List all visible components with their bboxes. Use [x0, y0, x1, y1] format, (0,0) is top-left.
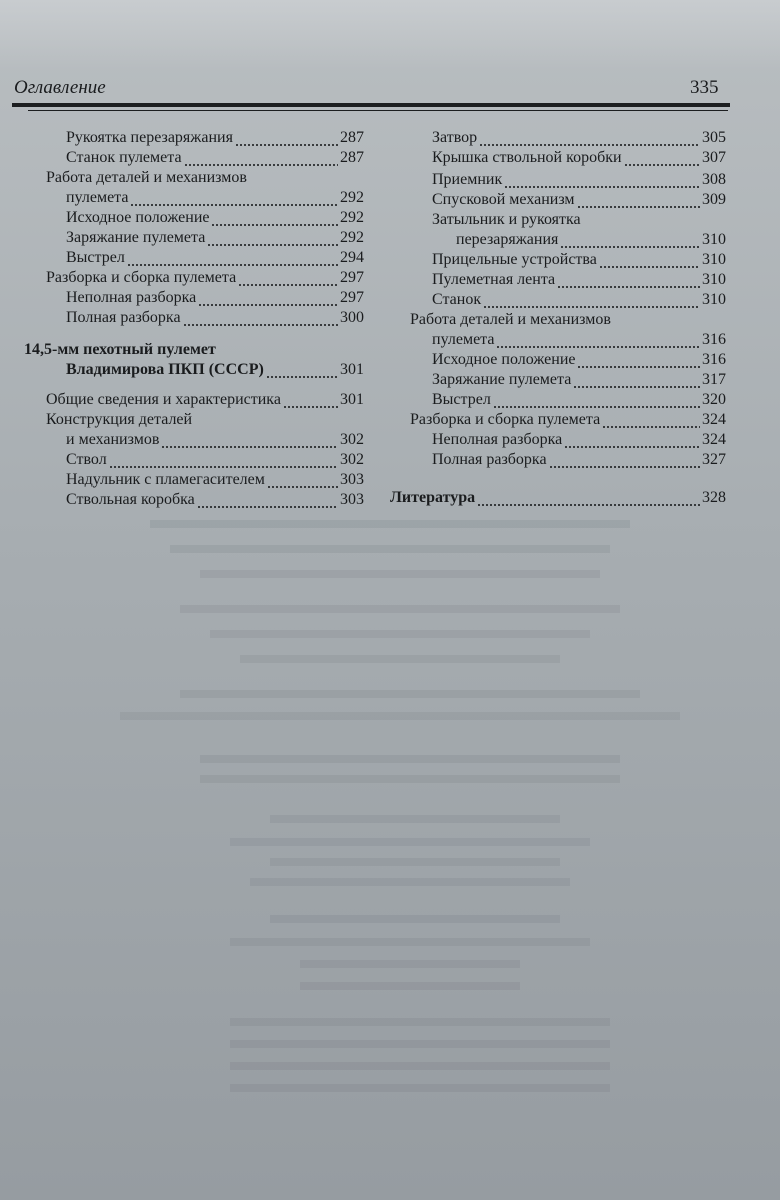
toc-entry-label: пулемета — [432, 331, 495, 348]
toc-entry-page: 316 — [702, 331, 726, 348]
toc-entry-label: Затвор — [432, 129, 478, 146]
toc-entry[interactable] — [432, 430, 726, 450]
toc-entry-label: Заряжание пулемета — [432, 371, 572, 388]
toc-section-heading: Затыльник и рукоятка — [432, 211, 581, 228]
toc-entry-label: Выстрел — [432, 391, 491, 408]
running-header-title: Оглавление — [14, 77, 106, 98]
toc-entry-page: 303 — [340, 491, 364, 508]
leader-dots — [577, 190, 700, 210]
toc-entry-label: Ствол — [66, 451, 107, 468]
toc-entry-label: Полная разборка — [432, 451, 547, 468]
toc-entry-page: 327 — [702, 451, 726, 468]
leader-dots — [127, 248, 338, 268]
leader-dots — [238, 268, 338, 288]
toc-entry-label: Станок пулемета — [66, 149, 182, 166]
toc-entry-label: Станок — [432, 291, 482, 308]
leader-dots — [197, 490, 338, 510]
leader-dots — [564, 430, 700, 450]
leader-dots — [573, 370, 700, 390]
toc-entry-page: 324 — [702, 431, 726, 448]
toc-entry[interactable] — [46, 390, 364, 410]
toc-entry[interactable] — [432, 250, 726, 270]
toc-chapter-entry[interactable] — [66, 360, 364, 380]
toc-section-heading: Работа деталей и механизмов — [410, 311, 611, 328]
header-rule-thin — [28, 110, 728, 111]
leader-dots — [183, 308, 338, 328]
leader-dots — [504, 170, 700, 190]
toc-entry-page: 302 — [340, 431, 364, 448]
leader-dots — [207, 228, 338, 248]
toc-entry[interactable] — [432, 148, 726, 168]
leader-dots — [549, 450, 700, 470]
toc-entry[interactable] — [456, 230, 726, 250]
leader-dots — [624, 148, 700, 168]
toc-entry[interactable] — [66, 228, 364, 248]
toc-entry-page: 328 — [702, 489, 726, 506]
toc-entry-label: Неполная разборка — [66, 289, 197, 306]
toc-entry[interactable] — [432, 450, 726, 470]
toc-entry-label: Спусковой механизм — [432, 191, 575, 208]
leader-dots — [496, 330, 700, 350]
leader-dots — [283, 390, 338, 410]
toc-entry-page: 297 — [340, 289, 364, 306]
leader-dots — [109, 450, 338, 470]
toc-entry[interactable] — [66, 288, 364, 308]
leader-dots — [161, 430, 338, 450]
toc-entry-label: Выстрел — [66, 249, 125, 266]
toc-entry-label: Приемник — [432, 171, 503, 188]
toc-entry-page: 316 — [702, 351, 726, 368]
toc-entry-label: Прицельные устройства — [432, 251, 597, 268]
toc-entry[interactable] — [66, 450, 364, 470]
toc-entry[interactable] — [432, 370, 726, 390]
toc-entry-page: 310 — [702, 231, 726, 248]
leader-dots — [198, 288, 338, 308]
toc-entry-page: 287 — [340, 149, 364, 166]
toc-entry-label: Владимирова ПКП (СССР) — [66, 361, 264, 378]
toc-entry-page: 309 — [702, 191, 726, 208]
leader-dots — [599, 250, 700, 270]
toc-entry-page: 301 — [340, 361, 364, 378]
leader-dots — [130, 188, 338, 208]
page-number: 335 — [690, 77, 719, 98]
toc-entry-label: Надульник с пламегасителем — [66, 471, 265, 488]
leader-dots — [557, 270, 700, 290]
toc-entry-page: 317 — [702, 371, 726, 388]
toc-entry[interactable] — [432, 390, 726, 410]
toc-entry[interactable] — [66, 148, 364, 168]
toc-entry[interactable] — [432, 170, 726, 190]
toc-entry-page: 292 — [340, 209, 364, 226]
toc-entry-label: Общие сведения и характеристика — [46, 391, 281, 408]
toc-entry[interactable] — [66, 490, 364, 510]
toc-entry[interactable] — [66, 308, 364, 328]
toc-chapter-entry[interactable] — [390, 488, 726, 508]
toc-entry-page: 310 — [702, 291, 726, 308]
toc-entry-label: пулемета — [66, 189, 129, 206]
toc-entry[interactable] — [66, 128, 364, 148]
toc-entry-label: Заряжание пулемета — [66, 229, 206, 246]
leader-dots — [267, 470, 338, 490]
leader-dots — [577, 350, 700, 370]
toc-entry-page: 324 — [702, 411, 726, 428]
toc-entry-page: 307 — [702, 149, 726, 166]
toc-entry-label: Исходное положение — [66, 209, 210, 226]
toc-entry[interactable] — [432, 350, 726, 370]
toc-entry-page: 308 — [702, 171, 726, 188]
toc-entry-page: 310 — [702, 251, 726, 268]
header-rule-thick — [12, 103, 730, 107]
toc-entry-label: Неполная разборка — [432, 431, 563, 448]
toc-entry-page: 292 — [340, 189, 364, 206]
toc-entry-page: 297 — [340, 269, 364, 286]
toc-entry-page: 320 — [702, 391, 726, 408]
leader-dots — [560, 230, 700, 250]
page-shading — [0, 0, 780, 70]
toc-entry[interactable] — [66, 188, 364, 208]
toc-section-heading: Работа деталей и механизмов — [46, 169, 247, 186]
toc-entry-label: и механизмов — [66, 431, 160, 448]
leader-dots — [479, 128, 700, 148]
toc-entry-page: 292 — [340, 229, 364, 246]
leader-dots — [483, 290, 700, 310]
toc-entry-label: Литература — [390, 489, 476, 506]
toc-entry[interactable] — [432, 330, 726, 350]
toc-entry-label: Полная разборка — [66, 309, 181, 326]
leader-dots — [493, 390, 700, 410]
leader-dots — [477, 488, 700, 508]
toc-entry-page: 302 — [340, 451, 364, 468]
toc-entry-page: 287 — [340, 129, 364, 146]
toc-entry[interactable] — [432, 290, 726, 310]
toc-chapter-heading: 14,5-мм пехотный пулемет — [24, 341, 216, 358]
toc-entry-label: Ствольная коробка — [66, 491, 195, 508]
toc-entry-page: 303 — [340, 471, 364, 488]
toc-entry[interactable] — [66, 430, 364, 450]
leader-dots — [602, 410, 700, 430]
toc-entry[interactable] — [432, 270, 726, 290]
toc-entry-page: 301 — [340, 391, 364, 408]
toc-entry-page: 294 — [340, 249, 364, 266]
toc-entry-label: Рукоятка перезаряжания — [66, 129, 233, 146]
leader-dots — [235, 128, 338, 148]
toc-entry-page: 305 — [702, 129, 726, 146]
leader-dots — [266, 360, 338, 380]
toc-entry[interactable] — [432, 128, 726, 148]
toc-entry-page: 310 — [702, 271, 726, 288]
toc-entry-label: перезаряжания — [456, 231, 559, 248]
toc-entry[interactable] — [66, 248, 364, 268]
toc-entry[interactable] — [410, 410, 726, 430]
toc-entry-page: 300 — [340, 309, 364, 326]
toc-entry-label: Разборка и сборка пулемета — [46, 269, 237, 286]
toc-entry[interactable] — [46, 268, 364, 288]
toc-section-heading: Конструкция деталей — [46, 411, 193, 428]
leader-dots — [211, 208, 338, 228]
toc-entry-label: Пулеметная лента — [432, 271, 556, 288]
toc-entry-label: Разборка и сборка пулемета — [410, 411, 601, 428]
toc-entry[interactable] — [66, 470, 364, 490]
leader-dots — [184, 148, 338, 168]
toc-entry[interactable] — [432, 190, 726, 210]
toc-entry[interactable] — [66, 208, 364, 228]
toc-entry-label: Крышка ствольной коробки — [432, 149, 622, 166]
toc-entry-label: Исходное положение — [432, 351, 576, 368]
